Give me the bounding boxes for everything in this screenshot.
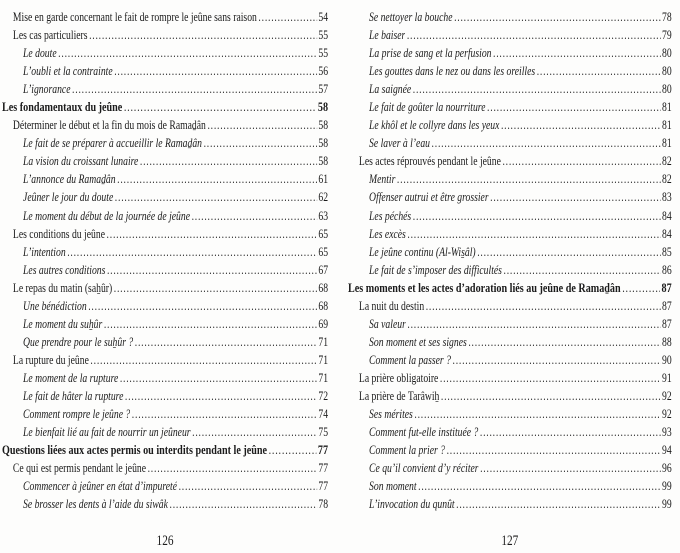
toc-entry-title: Commencer à jeûner en état d’impureté — [23, 479, 178, 494]
toc-entry — [348, 44, 672, 62]
toc-entry-page: 81 — [662, 136, 672, 151]
toc-entry — [2, 495, 328, 513]
toc-entry-page: 58 — [318, 154, 329, 169]
toc-entry-title: Son moment et ses signes — [369, 334, 467, 349]
toc-entry-page: 94 — [662, 443, 672, 458]
toc-entry-page: 92 — [662, 388, 672, 403]
toc-entry — [348, 116, 672, 134]
toc-entry — [2, 279, 328, 297]
toc-dot-leader — [58, 44, 317, 62]
toc-entry-page: 56 — [318, 64, 329, 79]
toc-entry-page: 87 — [662, 298, 672, 313]
toc-entry-title: Les gouttes dans le nez ou dans les oreilles — [369, 64, 536, 79]
toc-entry-page: 58 — [317, 99, 329, 115]
toc-entry — [2, 8, 328, 26]
toc-entry-page: 68 — [318, 280, 329, 295]
toc-dot-leader — [192, 207, 317, 225]
toc-entry-title: Le moment du suẖûr — [23, 316, 103, 331]
toc-entry-page: 54 — [318, 10, 329, 24]
toc-entry-title: Les conditions du jeûne — [12, 226, 105, 241]
toc-entry — [348, 26, 672, 44]
toc-entry-page: 68 — [318, 298, 329, 313]
toc-entry-page: 99 — [662, 497, 672, 512]
toc-entry-page: 80 — [662, 82, 672, 97]
toc-dot-leader — [480, 423, 661, 441]
toc-entry-page: 69 — [318, 316, 329, 331]
toc-entry — [2, 261, 328, 279]
toc-entry-title: Jeûner le jour du doute — [23, 190, 114, 205]
toc-entry-title: Le jeûne continu (Al-Wis̱âl) — [369, 244, 476, 259]
toc-entry — [2, 134, 328, 152]
toc-entry — [2, 423, 328, 441]
toc-entry-title: Les moments et les actes d’adoration liés au jeûne de Ramaḏân — [348, 279, 621, 295]
toc-entry — [2, 333, 328, 351]
toc-entry — [2, 152, 328, 170]
toc-entry-page: 77 — [318, 461, 329, 476]
toc-entry-page: 99 — [662, 479, 672, 494]
toc-dot-leader — [169, 495, 316, 513]
toc-entry-title: Le khôl et le collyre dans les yeux — [369, 118, 500, 133]
toc-entry-page: 65 — [318, 226, 329, 241]
toc-entry-page: 84 — [662, 226, 672, 241]
toc-dot-leader — [125, 387, 317, 405]
toc-entry-page: 80 — [662, 46, 672, 61]
toc-entry-title: Comment rompre le jeûne ? — [23, 407, 131, 422]
toc-entry-title: Déterminer le début et la fin du mois de Ramaḏân — [12, 118, 206, 133]
toc-dot-leader — [67, 243, 317, 261]
toc-entry — [348, 441, 672, 459]
toc-entry — [2, 477, 328, 495]
toc-entry — [2, 207, 328, 225]
toc-entry-page: 87 — [661, 279, 672, 295]
toc-entry — [348, 225, 672, 243]
toc-entry — [2, 188, 328, 206]
toc-entry-title: Les autres conditions — [23, 262, 106, 277]
toc-entry — [348, 351, 672, 369]
toc-dot-leader — [407, 26, 661, 44]
toc-entry-page: 82 — [662, 154, 672, 169]
toc-entry-page: 55 — [318, 28, 329, 43]
toc-entry-title: Questions liées aux actes permis ou interdits pendant le jeûne — [2, 442, 268, 458]
toc-entry — [348, 333, 672, 351]
toc-entry-page: 92 — [662, 407, 672, 422]
toc-entry — [348, 8, 672, 26]
toc-entry — [348, 495, 672, 513]
toc-entry — [2, 441, 328, 459]
toc-dot-leader — [426, 297, 661, 315]
toc-entry-page: 65 — [318, 244, 329, 259]
toc-dot-leader — [132, 405, 317, 423]
page-right-content — [348, 0, 672, 553]
toc-entry — [348, 62, 672, 80]
toc-entry-page: 75 — [318, 425, 329, 440]
toc-entry-page: 72 — [318, 388, 329, 403]
toc-entry-page: 71 — [318, 334, 329, 349]
toc-entry-title: Le moment du début de la journée de jeûne — [23, 208, 191, 223]
toc-dot-leader — [493, 44, 660, 62]
toc-entry-title: Son moment — [369, 479, 417, 494]
toc-entry-title: Les fondamentaux du jeûne — [2, 99, 123, 115]
toc-dot-leader — [432, 134, 661, 152]
toc-dot-leader — [135, 333, 317, 351]
toc-dot-leader — [468, 333, 660, 351]
toc-dot-leader — [104, 315, 317, 333]
toc-entry — [348, 369, 672, 387]
toc-entry-title: La prière obligatoire — [358, 370, 439, 385]
toc-entry — [348, 297, 672, 315]
toc-entry-title: Mise en garde concernant le fait de rompre le jeûne sans raison — [12, 10, 257, 24]
toc-entry-title: Le repas du matin (saẖûr) — [12, 280, 113, 295]
toc-dot-leader — [490, 188, 660, 206]
toc-entry-title: Les cas particuliers — [12, 28, 88, 43]
toc-entry-title: Que prendre pour le suẖûr ? — [23, 334, 134, 349]
toc-entry-page: 74 — [318, 407, 329, 422]
toc-entry-title: La vision du croissant lunaire — [23, 154, 139, 169]
toc-entry — [2, 405, 328, 423]
page-left-content — [2, 0, 328, 553]
toc-entry-page: 58 — [318, 136, 329, 151]
toc-dot-leader — [179, 477, 317, 495]
toc-entry — [348, 170, 672, 188]
toc-dot-leader — [477, 243, 660, 261]
toc-entry-title: L’annonce du Ramaḏân — [23, 172, 116, 187]
toc-entry — [348, 387, 672, 405]
toc-entry-page: 55 — [318, 46, 329, 61]
toc-dot-leader — [537, 62, 661, 80]
toc-dot-leader — [502, 152, 660, 170]
toc-dot-leader — [258, 8, 316, 26]
toc-entry — [348, 243, 672, 261]
toc-entry — [348, 80, 672, 98]
toc-dot-leader — [120, 369, 317, 387]
toc-entry-title: La rupture du jeûne — [12, 352, 89, 367]
toc-entry-page: 93 — [662, 425, 672, 440]
toc-entry — [2, 369, 328, 387]
toc-entry-page: 57 — [318, 82, 329, 97]
toc-entry — [348, 459, 672, 477]
toc-entry — [2, 243, 328, 261]
toc-entry — [348, 423, 672, 441]
toc-dot-leader — [447, 441, 661, 459]
toc-dot-leader — [148, 459, 317, 477]
toc-entry — [2, 62, 328, 80]
toc-entry-title: Le baiser — [369, 28, 406, 43]
toc-dot-leader — [140, 152, 317, 170]
toc-dot-leader — [114, 279, 317, 297]
toc-entry — [2, 98, 328, 116]
toc-entry-title: Sa valeur — [369, 316, 406, 331]
toc-entry-page: 67 — [318, 262, 329, 277]
toc-dot-leader — [456, 495, 660, 513]
toc-entry-page: 77 — [317, 442, 329, 458]
toc-dot-leader — [89, 26, 317, 44]
toc-dot-leader — [124, 98, 316, 116]
toc-entry-page: 82 — [662, 172, 672, 187]
toc-entry-page: 78 — [662, 10, 672, 24]
toc-entry-page: 61 — [318, 172, 329, 187]
toc-entry-page: 80 — [662, 64, 672, 79]
toc-entry — [348, 98, 672, 116]
toc-entry — [2, 225, 328, 243]
toc-list-right — [348, 8, 672, 513]
toc-entry-title: Offenser autrui et être grossier — [369, 190, 489, 205]
toc-entry — [2, 315, 328, 333]
toc-entry-title: Se nettoyer la bouche — [369, 10, 453, 24]
toc-entry-title: Ce qu’il convient d’y réciter — [369, 461, 479, 476]
toc-entry-title: Comment la prier ? — [369, 443, 446, 458]
toc-dot-leader — [441, 387, 661, 405]
toc-dot-leader — [487, 98, 660, 116]
toc-list-left — [2, 8, 328, 513]
toc-entry — [348, 207, 672, 225]
toc-entry — [2, 459, 328, 477]
toc-dot-leader — [107, 225, 317, 243]
toc-dot-leader — [192, 423, 317, 441]
toc-dot-leader — [90, 351, 316, 369]
toc-dot-leader — [454, 8, 660, 26]
toc-entry — [2, 116, 328, 134]
toc-entry — [348, 279, 672, 297]
toc-dot-leader — [453, 351, 661, 369]
toc-entry-title: Une bénédiction — [23, 298, 87, 313]
toc-entry — [348, 261, 672, 279]
page-number-right: 127 — [501, 533, 519, 549]
toc-entry-page: 78 — [318, 497, 329, 512]
toc-entry-title: Le moment de la rupture — [23, 370, 119, 385]
toc-entry-title: Les excès — [369, 226, 406, 241]
toc-entry-title: Ses mérites — [369, 407, 413, 422]
toc-dot-leader — [72, 80, 317, 98]
toc-entry-title: Le doute — [23, 46, 57, 61]
toc-dot-leader — [440, 369, 661, 387]
toc-entry-title: La prière de Tarâwiẖ — [358, 388, 440, 403]
toc-dot-leader — [269, 441, 317, 459]
toc-entry — [2, 44, 328, 62]
toc-entry-page: 62 — [318, 190, 329, 205]
toc-entry-page: 96 — [662, 461, 672, 476]
toc-entry-title: L’invocation du qunût — [369, 497, 455, 512]
toc-entry — [2, 387, 328, 405]
toc-entry — [2, 170, 328, 188]
toc-dot-leader — [207, 116, 316, 134]
toc-entry-page: 85 — [662, 244, 672, 259]
toc-entry-title: Le fait de s’imposer des difficultés — [369, 262, 502, 277]
toc-dot-leader — [88, 297, 317, 315]
toc-dot-leader — [501, 116, 661, 134]
toc-entry-title: L’oubli et la contrainte — [23, 64, 113, 79]
toc-dot-leader — [407, 225, 660, 243]
toc-entry — [348, 188, 672, 206]
toc-dot-leader — [397, 170, 661, 188]
toc-entry-title: Ce qui est permis pendant le jeûne — [12, 461, 147, 476]
toc-entry-title: Mentir — [369, 172, 396, 187]
toc-entry — [348, 477, 672, 495]
toc-entry-title: Le bienfait lié au fait de nourrir un jeûneur — [23, 425, 191, 440]
toc-entry — [348, 315, 672, 333]
page-number-left: 126 — [156, 533, 174, 549]
toc-entry — [2, 351, 328, 369]
toc-page-right — [348, 0, 676, 553]
toc-entry-title: Le fait de goûter la nourriture — [369, 100, 486, 115]
toc-entry-title: La nuit du destin — [358, 298, 425, 313]
toc-entry-page: 71 — [318, 370, 329, 385]
toc-dot-leader — [107, 261, 317, 279]
toc-dot-leader — [115, 188, 317, 206]
toc-entry-title: La prise de sang et la perfusion — [369, 46, 492, 61]
toc-entry-page: 88 — [662, 334, 672, 349]
toc-entry-title: Se laver à l’eau — [369, 136, 430, 151]
toc-entry-page: 79 — [662, 28, 672, 43]
toc-entry — [2, 80, 328, 98]
toc-entry-page: 91 — [662, 370, 672, 385]
toc-entry-page: 63 — [318, 208, 329, 223]
toc-dot-leader — [414, 405, 660, 423]
toc-dot-leader — [480, 459, 660, 477]
toc-entry-title: La saignée — [369, 82, 412, 97]
toc-dot-leader — [413, 207, 661, 225]
toc-entry — [2, 26, 328, 44]
toc-dot-leader — [418, 477, 660, 495]
toc-entry-page: 84 — [662, 208, 672, 223]
toc-dot-leader — [622, 279, 660, 297]
toc-entry-page: 71 — [318, 352, 329, 367]
toc-entry — [348, 152, 672, 170]
toc-entry-page: 58 — [318, 118, 329, 133]
toc-entry — [348, 405, 672, 423]
toc-entry-page: 83 — [662, 190, 672, 205]
toc-entry-title: Les actes réprouvés pendant le jeûne — [358, 154, 501, 169]
toc-dot-leader — [504, 261, 661, 279]
toc-entry-title: L’intention — [23, 244, 66, 259]
toc-entry-page: 87 — [662, 316, 672, 331]
toc-entry-title: L’ignorance — [23, 82, 71, 97]
toc-entry-title: Le fait de se préparer à accueillir le Ramaḏân — [23, 136, 203, 151]
toc-dot-leader — [204, 134, 317, 152]
toc-entry-page: 81 — [662, 100, 672, 115]
toc-entry-page: 86 — [662, 262, 672, 277]
toc-entry-title: Comment fut-elle instituée ? — [369, 425, 479, 440]
toc-entry-title: Les péchés — [369, 208, 412, 223]
toc-entry-title: Se brosser les dents à l’aide du siwâk — [23, 497, 168, 512]
toc-entry-page: 81 — [662, 118, 672, 133]
toc-dot-leader — [117, 170, 317, 188]
toc-entry-title: Le fait de hâter la rupture — [23, 388, 124, 403]
toc-entry-page: 90 — [662, 352, 672, 367]
toc-entry — [348, 134, 672, 152]
toc-dot-leader — [413, 80, 661, 98]
toc-dot-leader — [114, 62, 317, 80]
toc-entry — [2, 297, 328, 315]
toc-page-left — [2, 0, 332, 553]
toc-entry-page: 77 — [318, 479, 329, 494]
toc-dot-leader — [407, 315, 660, 333]
toc-entry-title: Comment la passer ? — [369, 352, 451, 367]
